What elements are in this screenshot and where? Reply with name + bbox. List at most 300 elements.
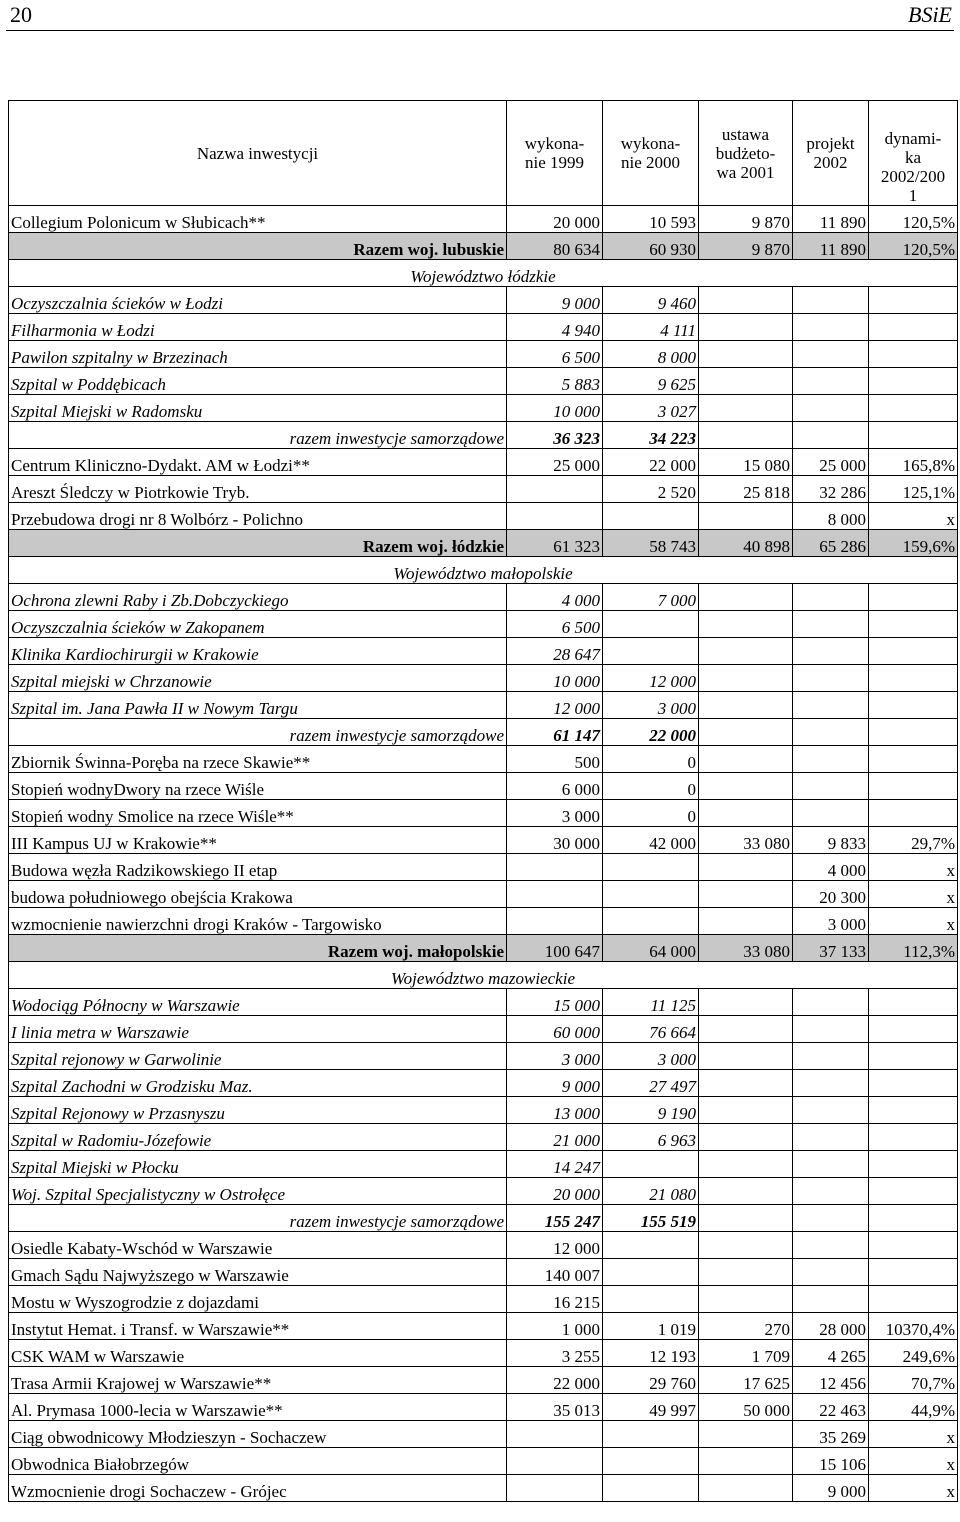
cell-exec-2000: 10 593 [603, 206, 699, 233]
cell-project-2002: 35 269 [793, 1421, 869, 1448]
cell-project-2002 [793, 395, 869, 422]
voivodeship-row [9, 962, 958, 989]
cell-exec-2000: 9 460 [603, 287, 699, 314]
cell-exec-2000: 3 000 [603, 692, 699, 719]
cell-investment-name: Oczyszczalnia ścieków w Łodzi [9, 287, 507, 314]
cell-project-2002 [793, 1232, 869, 1259]
cell-investment-name: Razem woj. lubuskie [9, 233, 507, 260]
header-investment-name: Nazwa inwestycji [9, 101, 507, 206]
cell-exec-1999: 3 000 [507, 800, 603, 827]
cell-budget-2001 [699, 1016, 793, 1043]
cell-dynamics [869, 746, 958, 773]
cell-project-2002 [793, 719, 869, 746]
cell-budget-2001 [699, 1124, 793, 1151]
cell-exec-1999: 6 500 [507, 341, 603, 368]
cell-investment-name: I linia metra w Warszawie [9, 1016, 507, 1043]
cell-investment-name: budowa południowego obejścia Krakowa [9, 881, 507, 908]
table-row [9, 368, 958, 395]
cell-exec-2000: 49 997 [603, 1394, 699, 1421]
cell-exec-1999: 28 647 [507, 638, 603, 665]
table-row [9, 503, 958, 530]
page-header [6, 0, 954, 31]
cell-budget-2001 [699, 584, 793, 611]
cell-budget-2001 [699, 287, 793, 314]
cell-dynamics [869, 395, 958, 422]
cell-project-2002: 4 000 [793, 854, 869, 881]
cell-exec-2000: 9 190 [603, 1097, 699, 1124]
cell-exec-1999 [507, 1475, 603, 1502]
cell-exec-1999 [507, 881, 603, 908]
cell-exec-2000: 1 019 [603, 1313, 699, 1340]
cell-investment-name: Instytut Hemat. i Transf. w Warszawie** [9, 1313, 507, 1340]
subtotal-row [9, 1205, 958, 1232]
cell-exec-1999: 35 013 [507, 1394, 603, 1421]
cell-budget-2001 [699, 1097, 793, 1124]
cell-dynamics [869, 1151, 958, 1178]
table-row [9, 827, 958, 854]
cell-project-2002: 4 265 [793, 1340, 869, 1367]
cell-project-2002 [793, 746, 869, 773]
cell-budget-2001 [699, 1286, 793, 1313]
cell-exec-1999: 5 883 [507, 368, 603, 395]
cell-investment-name: CSK WAM w Warszawie [9, 1340, 507, 1367]
cell-dynamics: 120,5% [869, 233, 958, 260]
table-row [9, 1043, 958, 1070]
cell-exec-2000: 60 930 [603, 233, 699, 260]
table-row [9, 314, 958, 341]
cell-exec-2000 [603, 1475, 699, 1502]
cell-project-2002 [793, 1259, 869, 1286]
voivodeship-total-row [9, 530, 958, 557]
cell-budget-2001 [699, 1475, 793, 1502]
cell-exec-2000: 29 760 [603, 1367, 699, 1394]
table-row [9, 1286, 958, 1313]
table-row [9, 1421, 958, 1448]
table-row [9, 773, 958, 800]
table-body [9, 206, 958, 1502]
cell-dynamics: 70,7% [869, 1367, 958, 1394]
cell-project-2002 [793, 368, 869, 395]
cell-exec-1999: 3 255 [507, 1340, 603, 1367]
table-row [9, 341, 958, 368]
cell-dynamics: 159,6% [869, 530, 958, 557]
subtotal-row [9, 422, 958, 449]
cell-investment-name: Przebudowa drogi nr 8 Wolbórz - Polichno [9, 503, 507, 530]
cell-project-2002: 9 833 [793, 827, 869, 854]
cell-investment-name: Szpital w Poddębicach [9, 368, 507, 395]
cell-exec-1999 [507, 1421, 603, 1448]
investments-table [8, 100, 958, 1502]
table-row [9, 476, 958, 503]
voivodeship-title: Województwo małopolskie [9, 557, 958, 584]
cell-exec-1999: 61 147 [507, 719, 603, 746]
cell-exec-2000: 4 111 [603, 314, 699, 341]
cell-budget-2001: 1 709 [699, 1340, 793, 1367]
cell-exec-1999: 6 000 [507, 773, 603, 800]
cell-project-2002: 65 286 [793, 530, 869, 557]
cell-dynamics: x [869, 854, 958, 881]
table-row [9, 1016, 958, 1043]
cell-budget-2001 [699, 665, 793, 692]
cell-exec-1999: 61 323 [507, 530, 603, 557]
cell-investment-name: Stopień wodny Smolice na rzece Wiśle** [9, 800, 507, 827]
cell-project-2002 [793, 1205, 869, 1232]
cell-dynamics [869, 665, 958, 692]
table-row [9, 584, 958, 611]
cell-exec-1999: 30 000 [507, 827, 603, 854]
cell-budget-2001 [699, 1232, 793, 1259]
cell-project-2002 [793, 1151, 869, 1178]
cell-exec-1999: 1 000 [507, 1313, 603, 1340]
table-row [9, 989, 958, 1016]
cell-dynamics [869, 1205, 958, 1232]
cell-project-2002: 28 000 [793, 1313, 869, 1340]
subtotal-row [9, 719, 958, 746]
cell-exec-1999: 13 000 [507, 1097, 603, 1124]
header-exec-1999: wykona- nie 1999 [507, 101, 603, 206]
table-row [9, 1340, 958, 1367]
cell-investment-name: razem inwestycje samorządowe [9, 719, 507, 746]
cell-exec-2000: 2 520 [603, 476, 699, 503]
cell-budget-2001 [699, 314, 793, 341]
cell-investment-name: Woj. Szpital Specjalistyczny w Ostrołęce [9, 1178, 507, 1205]
table-row [9, 908, 958, 935]
cell-dynamics [869, 1016, 958, 1043]
cell-project-2002: 3 000 [793, 908, 869, 935]
voivodeship-total-row [9, 935, 958, 962]
cell-exec-2000: 12 000 [603, 665, 699, 692]
table-row [9, 1151, 958, 1178]
cell-dynamics: 10370,4% [869, 1313, 958, 1340]
header-row [9, 101, 958, 206]
cell-exec-1999: 100 647 [507, 935, 603, 962]
cell-project-2002 [793, 638, 869, 665]
cell-dynamics: 125,1% [869, 476, 958, 503]
cell-exec-1999 [507, 854, 603, 881]
cell-investment-name: Osiedle Kabaty-Wschód w Warszawie [9, 1232, 507, 1259]
cell-project-2002 [793, 422, 869, 449]
cell-exec-1999: 155 247 [507, 1205, 603, 1232]
cell-project-2002 [793, 314, 869, 341]
cell-investment-name: wzmocnienie nawierzchni drogi Kraków - Targowisko [9, 908, 507, 935]
cell-dynamics: x [869, 1421, 958, 1448]
table-row [9, 854, 958, 881]
cell-budget-2001 [699, 395, 793, 422]
cell-budget-2001 [699, 611, 793, 638]
cell-dynamics [869, 800, 958, 827]
cell-dynamics [869, 1286, 958, 1313]
cell-exec-2000: 22 000 [603, 449, 699, 476]
voivodeship-row [9, 557, 958, 584]
cell-exec-1999 [507, 908, 603, 935]
cell-exec-2000: 8 000 [603, 341, 699, 368]
cell-investment-name: Pawilon szpitalny w Brzezinach [9, 341, 507, 368]
cell-project-2002 [793, 611, 869, 638]
cell-exec-2000: 155 519 [603, 1205, 699, 1232]
cell-budget-2001 [699, 719, 793, 746]
cell-dynamics [869, 1043, 958, 1070]
cell-budget-2001 [699, 1259, 793, 1286]
cell-budget-2001 [699, 1070, 793, 1097]
cell-budget-2001: 33 080 [699, 827, 793, 854]
cell-investment-name: Szpital Rejonowy w Przasnyszu [9, 1097, 507, 1124]
cell-dynamics [869, 1070, 958, 1097]
cell-budget-2001 [699, 692, 793, 719]
cell-project-2002: 37 133 [793, 935, 869, 962]
cell-exec-1999: 6 500 [507, 611, 603, 638]
cell-dynamics [869, 1232, 958, 1259]
cell-exec-2000 [603, 1151, 699, 1178]
table-row [9, 449, 958, 476]
cell-exec-2000: 0 [603, 773, 699, 800]
cell-exec-1999: 22 000 [507, 1367, 603, 1394]
cell-exec-2000: 27 497 [603, 1070, 699, 1097]
cell-exec-2000: 3 000 [603, 1043, 699, 1070]
cell-dynamics [869, 989, 958, 1016]
cell-dynamics [869, 341, 958, 368]
cell-investment-name: Trasa Armii Krajowej w Warszawie** [9, 1367, 507, 1394]
cell-project-2002: 20 300 [793, 881, 869, 908]
table-row [9, 746, 958, 773]
header-budget-2001: ustawa budżeto- wa 2001 [699, 101, 793, 206]
cell-budget-2001: 40 898 [699, 530, 793, 557]
table-row [9, 881, 958, 908]
cell-budget-2001 [699, 1043, 793, 1070]
cell-project-2002: 9 000 [793, 1475, 869, 1502]
cell-budget-2001: 33 080 [699, 935, 793, 962]
cell-exec-1999: 20 000 [507, 1178, 603, 1205]
cell-exec-2000: 34 223 [603, 422, 699, 449]
table-row [9, 1313, 958, 1340]
cell-project-2002: 12 456 [793, 1367, 869, 1394]
table-row [9, 1394, 958, 1421]
cell-project-2002 [793, 1043, 869, 1070]
cell-exec-1999: 9 000 [507, 1070, 603, 1097]
table-row [9, 1448, 958, 1475]
cell-exec-1999: 140 007 [507, 1259, 603, 1286]
cell-exec-2000: 0 [603, 800, 699, 827]
cell-investment-name: Collegium Polonicum w Słubicach** [9, 206, 507, 233]
cell-dynamics: 120,5% [869, 206, 958, 233]
cell-investment-name: Szpital Miejski w Radomsku [9, 395, 507, 422]
cell-budget-2001: 50 000 [699, 1394, 793, 1421]
cell-budget-2001 [699, 422, 793, 449]
cell-dynamics: x [869, 908, 958, 935]
cell-budget-2001 [699, 1178, 793, 1205]
cell-investment-name: Centrum Kliniczno-Dydakt. AM w Łodzi** [9, 449, 507, 476]
cell-project-2002 [793, 989, 869, 1016]
cell-project-2002 [793, 287, 869, 314]
cell-exec-2000 [603, 881, 699, 908]
cell-project-2002 [793, 800, 869, 827]
journal-name: BSiE [908, 2, 952, 27]
cell-project-2002: 11 890 [793, 206, 869, 233]
cell-dynamics: x [869, 503, 958, 530]
cell-exec-1999: 60 000 [507, 1016, 603, 1043]
cell-exec-2000 [603, 638, 699, 665]
cell-exec-2000 [603, 854, 699, 881]
cell-project-2002 [793, 1178, 869, 1205]
table-row [9, 1124, 958, 1151]
table-row [9, 1232, 958, 1259]
cell-budget-2001 [699, 341, 793, 368]
cell-investment-name: Razem woj. łódzkie [9, 530, 507, 557]
cell-budget-2001 [699, 854, 793, 881]
cell-dynamics [869, 1259, 958, 1286]
cell-exec-1999: 25 000 [507, 449, 603, 476]
cell-project-2002 [793, 1016, 869, 1043]
cell-exec-1999: 4 940 [507, 314, 603, 341]
cell-exec-1999 [507, 503, 603, 530]
table-row [9, 611, 958, 638]
cell-exec-2000: 22 000 [603, 719, 699, 746]
table-row [9, 1097, 958, 1124]
cell-exec-2000: 21 080 [603, 1178, 699, 1205]
cell-investment-name: Wzmocnienie drogi Sochaczew - Grójec [9, 1475, 507, 1502]
cell-exec-1999: 80 634 [507, 233, 603, 260]
cell-exec-2000: 58 743 [603, 530, 699, 557]
header-exec-2000: wykona- nie 2000 [603, 101, 699, 206]
cell-exec-1999: 4 000 [507, 584, 603, 611]
cell-dynamics: 44,9% [869, 1394, 958, 1421]
cell-budget-2001 [699, 881, 793, 908]
cell-dynamics [869, 692, 958, 719]
cell-investment-name: Szpital Zachodni w Grodzisku Maz. [9, 1070, 507, 1097]
cell-project-2002 [793, 692, 869, 719]
cell-exec-2000: 76 664 [603, 1016, 699, 1043]
table-row [9, 1259, 958, 1286]
cell-dynamics [869, 638, 958, 665]
cell-investment-name: Klinika Kardiochirurgii w Krakowie [9, 638, 507, 665]
cell-exec-2000: 9 625 [603, 368, 699, 395]
cell-exec-2000: 12 193 [603, 1340, 699, 1367]
table-row [9, 206, 958, 233]
cell-exec-2000 [603, 503, 699, 530]
page-number: 20 [10, 2, 32, 27]
cell-project-2002: 22 463 [793, 1394, 869, 1421]
cell-exec-1999: 36 323 [507, 422, 603, 449]
cell-exec-1999: 3 000 [507, 1043, 603, 1070]
cell-exec-2000 [603, 611, 699, 638]
cell-exec-2000: 11 125 [603, 989, 699, 1016]
cell-dynamics [869, 611, 958, 638]
cell-investment-name: III Kampus UJ w Krakowie** [9, 827, 507, 854]
cell-exec-1999: 12 000 [507, 1232, 603, 1259]
cell-project-2002: 15 106 [793, 1448, 869, 1475]
cell-exec-2000 [603, 1421, 699, 1448]
cell-exec-2000: 64 000 [603, 935, 699, 962]
table-row [9, 638, 958, 665]
cell-exec-1999: 15 000 [507, 989, 603, 1016]
cell-dynamics: x [869, 1475, 958, 1502]
cell-exec-2000 [603, 1448, 699, 1475]
cell-investment-name: razem inwestycje samorządowe [9, 422, 507, 449]
voivodeship-title: Województwo mazowieckie [9, 962, 958, 989]
table-row [9, 395, 958, 422]
table-row [9, 1367, 958, 1394]
table-row [9, 800, 958, 827]
cell-budget-2001 [699, 1151, 793, 1178]
cell-investment-name: razem inwestycje samorządowe [9, 1205, 507, 1232]
cell-exec-1999: 9 000 [507, 287, 603, 314]
cell-budget-2001 [699, 1448, 793, 1475]
cell-dynamics [869, 584, 958, 611]
cell-exec-1999: 12 000 [507, 692, 603, 719]
cell-budget-2001 [699, 908, 793, 935]
cell-dynamics [869, 1097, 958, 1124]
cell-exec-2000: 42 000 [603, 827, 699, 854]
cell-budget-2001: 17 625 [699, 1367, 793, 1394]
table-row [9, 287, 958, 314]
cell-project-2002: 25 000 [793, 449, 869, 476]
cell-dynamics: 249,6% [869, 1340, 958, 1367]
table-row [9, 692, 958, 719]
cell-dynamics [869, 314, 958, 341]
cell-exec-1999: 10 000 [507, 395, 603, 422]
cell-dynamics [869, 719, 958, 746]
cell-project-2002 [793, 1124, 869, 1151]
cell-budget-2001 [699, 368, 793, 395]
cell-budget-2001 [699, 800, 793, 827]
cell-dynamics: x [869, 881, 958, 908]
cell-project-2002: 11 890 [793, 233, 869, 260]
cell-project-2002: 32 286 [793, 476, 869, 503]
table-row [9, 1070, 958, 1097]
cell-exec-1999: 10 000 [507, 665, 603, 692]
cell-investment-name: Szpital miejski w Chrzanowie [9, 665, 507, 692]
cell-investment-name: Ochrona zlewni Raby i Zb.Dobczyckiego [9, 584, 507, 611]
cell-budget-2001 [699, 746, 793, 773]
cell-budget-2001: 15 080 [699, 449, 793, 476]
cell-investment-name: Szpital im. Jana Pawła II w Nowym Targu [9, 692, 507, 719]
cell-budget-2001 [699, 1205, 793, 1232]
cell-exec-2000: 3 027 [603, 395, 699, 422]
cell-exec-2000 [603, 1232, 699, 1259]
cell-dynamics: 29,7% [869, 827, 958, 854]
cell-exec-1999: 21 000 [507, 1124, 603, 1151]
cell-investment-name: Szpital rejonowy w Garwolinie [9, 1043, 507, 1070]
cell-investment-name: Al. Prymasa 1000-lecia w Warszawie** [9, 1394, 507, 1421]
cell-exec-1999 [507, 476, 603, 503]
cell-investment-name: Razem woj. małopolskie [9, 935, 507, 962]
cell-project-2002 [793, 584, 869, 611]
cell-dynamics [869, 1178, 958, 1205]
cell-project-2002 [793, 341, 869, 368]
cell-dynamics [869, 773, 958, 800]
voivodeship-total-row [9, 233, 958, 260]
cell-investment-name: Obwodnica Białobrzegów [9, 1448, 507, 1475]
cell-exec-2000: 0 [603, 746, 699, 773]
table-row [9, 1178, 958, 1205]
cell-exec-1999: 16 215 [507, 1286, 603, 1313]
cell-investment-name: Wodociąg Północny w Warszawie [9, 989, 507, 1016]
cell-exec-1999: 14 247 [507, 1151, 603, 1178]
cell-investment-name: Areszt Śledczy w Piotrkowie Tryb. [9, 476, 507, 503]
voivodeship-row [9, 260, 958, 287]
cell-investment-name: Szpital Miejski w Płocku [9, 1151, 507, 1178]
cell-budget-2001: 25 818 [699, 476, 793, 503]
cell-exec-1999: 20 000 [507, 206, 603, 233]
cell-project-2002 [793, 665, 869, 692]
cell-dynamics [869, 368, 958, 395]
cell-exec-2000: 7 000 [603, 584, 699, 611]
cell-project-2002 [793, 773, 869, 800]
cell-exec-2000 [603, 1259, 699, 1286]
table-row [9, 665, 958, 692]
cell-budget-2001: 9 870 [699, 233, 793, 260]
cell-dynamics [869, 422, 958, 449]
cell-exec-1999 [507, 1448, 603, 1475]
